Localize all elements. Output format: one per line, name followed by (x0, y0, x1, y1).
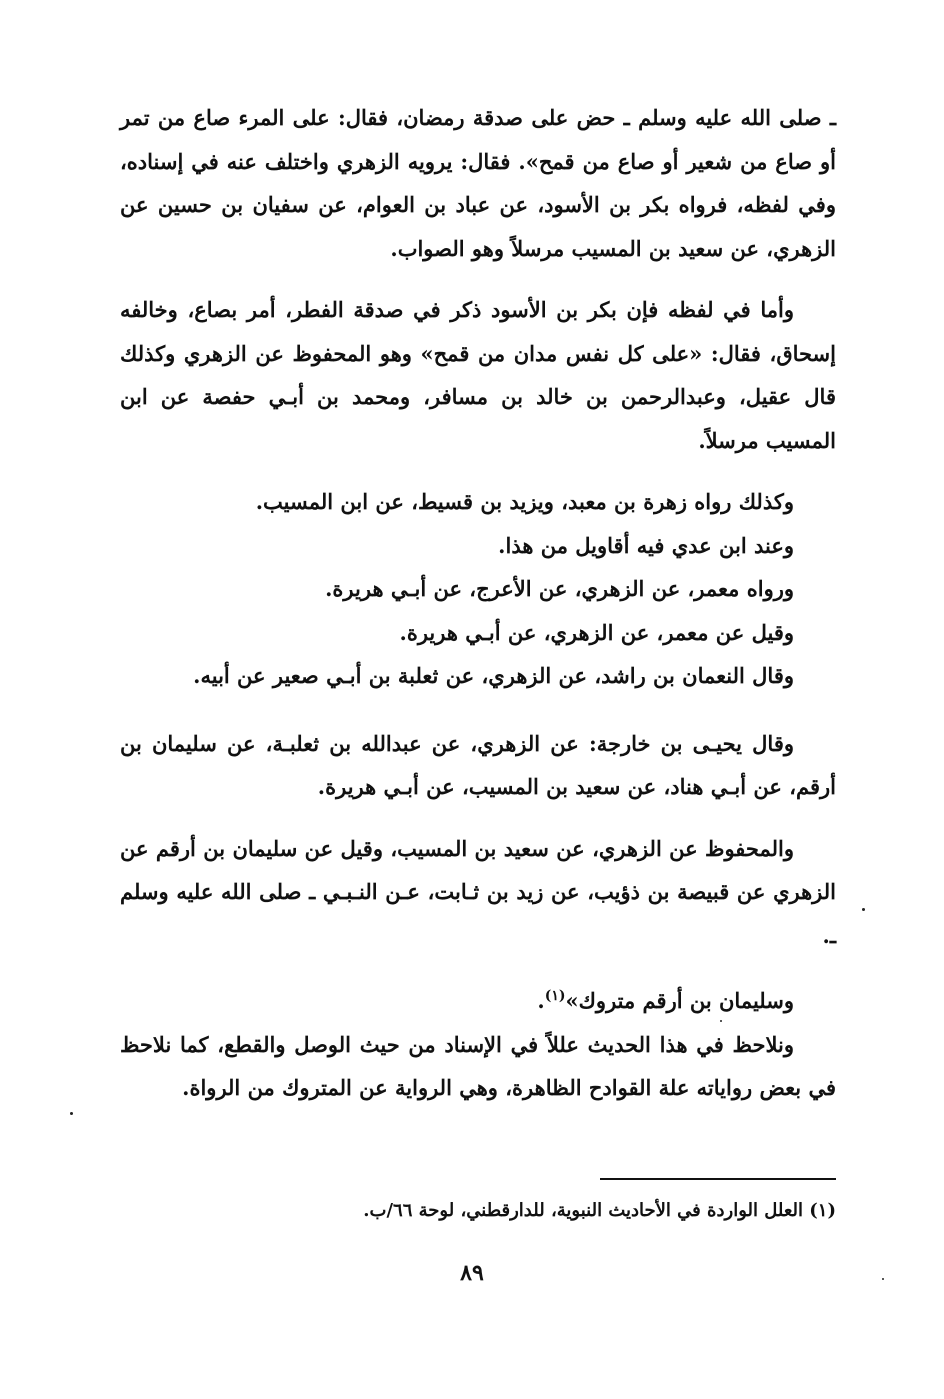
scan-speck (720, 1020, 722, 1022)
paragraph-1: ـ صلى الله عليه وسلم ـ حض على صدقة رمضان، فقال: على المرء صاع من تمر أو صاع من شعير أو صاع من قمح». فقال: يرويه الزهري واختلف عنه في إسناده، وفي لفظه، فرواه بكر بن الأسود، عن عباد بن العوام، عن سفيان بن حسين عن الزهري، عن سعيد بن المسيب مرسلاً وهو الصواب. (120, 105, 836, 261)
paragraph-11: ونلاحظ في هذا الحديث عللاً في الإسناد من حيث الوصل والقطع، كما نلاحظ في بعض رواياته علة القوادح الظاهرة، وهي الرواية عن المتروك من الرواة. (120, 1031, 836, 1100)
body-text (120, 96, 836, 1128)
paragraph-6: وقيل عن معمر، عن الزهري، عن أبـي هريرة. (399, 619, 794, 645)
scan-speck (882, 1278, 884, 1280)
paragraph-3: وكذلك رواه زهرة بن معبد، ويزيد بن قسيط، عن ابن المسيب. (255, 489, 794, 514)
footnote-separator (600, 1178, 836, 1180)
paragraph-8: وقال يحيـى بن خارجة: عن الزهري، عن عبدالله بن ثعلبـة، عن سليمان بن أرقم، عن أبـي هناد، عن سعيد بن المسيب، عن أبـي هريرة. (120, 730, 836, 799)
footnote: (١) العلل الواردة في الأحاديث النبوية، للدارقطني، لوحة ٦٦/ب. (363, 1200, 836, 1221)
paragraph-5: ورواه معمر، عن الزهري، عن الأعرج، عن أبـي هريرة. (325, 576, 794, 601)
paragraph-9: والمحفوظ عن الزهري، عن سعيد بن المسيب، وقيل عن سليمان بن أرقم عن الزهري عن قبيصة بن ذؤيب، عن زيد بن ثـابت، عـن النـبـي ـ صلى الله عليه وسلم ـ. (120, 835, 836, 948)
scan-speck (862, 908, 865, 911)
paragraph-4: وعند ابن عدي فيه أقاويل من هذا. (498, 532, 794, 558)
page-number: ٨٩ (460, 1260, 484, 1286)
paragraph-10-text: وسليمان بن أرقم متروك» (565, 988, 794, 1013)
paragraph-10: وسليمان بن أرقم متروك»$^{(١)}$. (537, 988, 794, 1013)
scan-speck (70, 1112, 73, 1115)
footnote-reference: (١) (544, 988, 566, 1004)
paragraph-7: وقال النعمان بن راشد، عن الزهري، عن ثعلبة بن أبـي صعير عن أبيه. (193, 663, 794, 688)
paragraph-2: وأما في لفظه فإن بكر بن الأسود ذكر في صدقة الفطر، أمر بصاع، وخالفه إسحاق، فقال: «على كل نفس مدان من قمح» وهو المحفوظ عن الزهري وكذلك قال عقيل، وعبدالرحمن بن خالد بن مسافر، ومحمد بن أبـي حفصة عن ابن المسيب مرسلاً. (120, 297, 836, 453)
